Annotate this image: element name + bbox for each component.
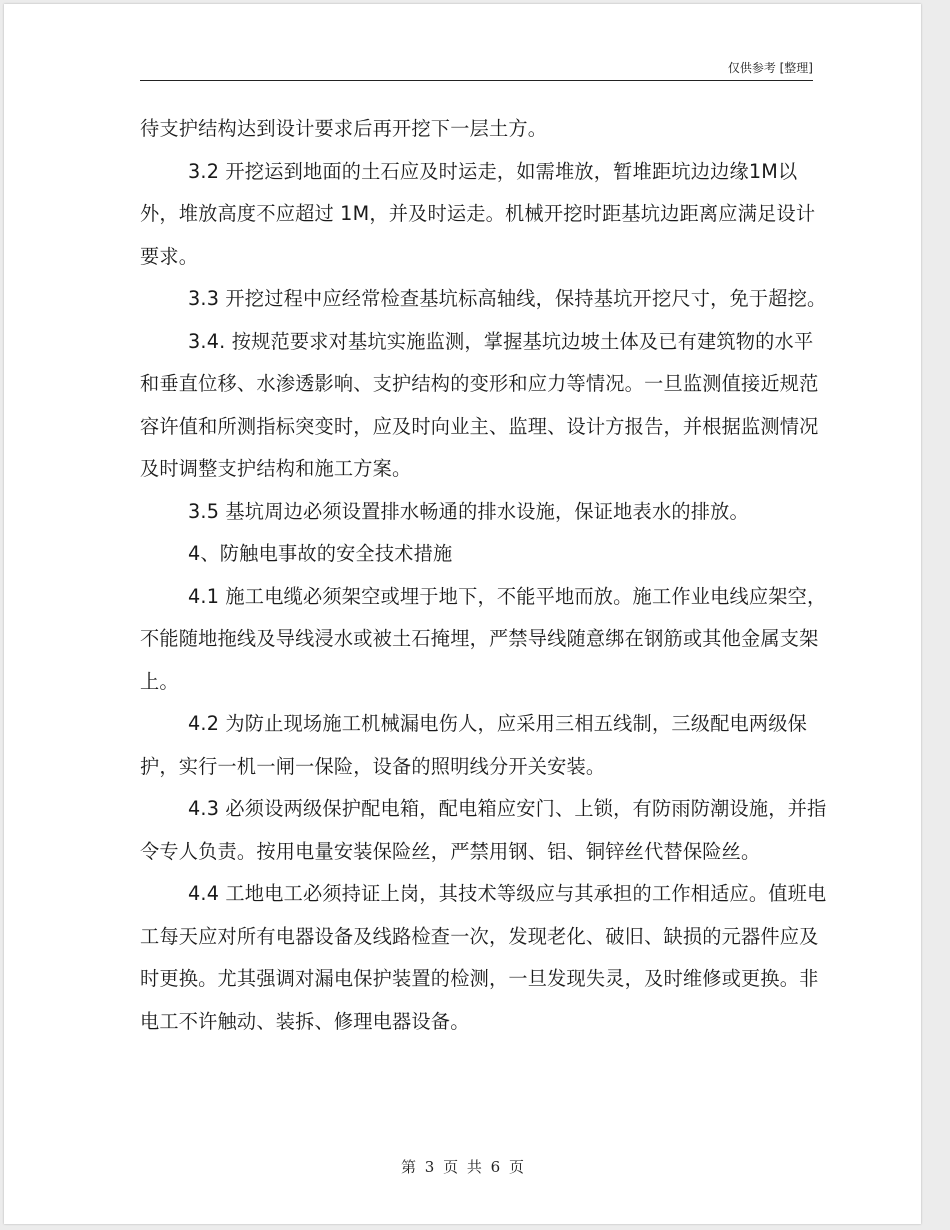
document-body — [140, 108, 830, 1043]
document-page — [4, 4, 921, 1224]
paragraph: 4.1 施工电缆必须架空或埋于地下，不能平地而放。施工作业电线应架空，不能随地拖线及导线浸水或被土石掩埋，严禁导线随意绑在钢筋或其他金属支架上。 — [140, 584, 827, 693]
section-heading: 4、防触电事故的安全技术措施 — [188, 542, 453, 565]
paragraph: 3.4. 按规范要求对基坑实施监测，掌握基坑边坡土体及已有建筑物的水平和垂直位移、水渗透影响、支护结构的变形和应力等情况。一旦监测值接近规范容许值和所测指标突变时，应及时向业主、监理、设计方报告，并根据监测情况及时调整支护结构和施工方案。 — [140, 329, 819, 480]
paragraph: 4.4 工地电工必须持证上岗，其技术等级应与其承担的工作相适应。值班电工每天应对所有电器设备及线路检查一次，发现老化、破旧、缺损的元器件应及时更换。尤其强调对漏电保护装置的检测，一旦发现失灵，及时维修或更换。非电工不许触动、装拆、修理电器设备。 — [140, 882, 827, 1033]
page-number-footer: 第 3 页 共 6 页 — [401, 1158, 524, 1176]
paragraph: 4.2 为防止现场施工机械漏电伤人，应采用三相五线制，三级配电两级保护，实行一机一闸一保险，设备的照明线分开关安装。 — [140, 712, 808, 778]
header-note: 仅供参考 [整理] — [727, 61, 813, 75]
paragraph: 3.2 开挖运到地面的土石应及时运走，如需堆放，暂堆距坑边边缘1M以外，堆放高度不应超过 1M，并及时运走。机械开挖时距基坑边距离应满足设计要求。 — [140, 159, 816, 268]
paragraph: 3.3 开挖过程中应经常检查基坑标高轴线，保持基坑开挖尺寸，免于超挖。 — [188, 287, 827, 310]
paragraph: 3.5 基坑周边必须设置排水畅通的排水设施，保证地表水的排放。 — [188, 499, 749, 523]
paragraph: 待支护结构达到设计要求后再开挖下一层土方。 — [140, 117, 548, 140]
paragraph: 4.3 必须设两级保护配电箱，配电箱应安门、上锁，有防雨防潮设施，并指令专人负责。按用电量安装保险丝，严禁用钢、铝、铜锌丝代替保险丝。 — [140, 797, 827, 863]
page-header — [140, 58, 813, 81]
